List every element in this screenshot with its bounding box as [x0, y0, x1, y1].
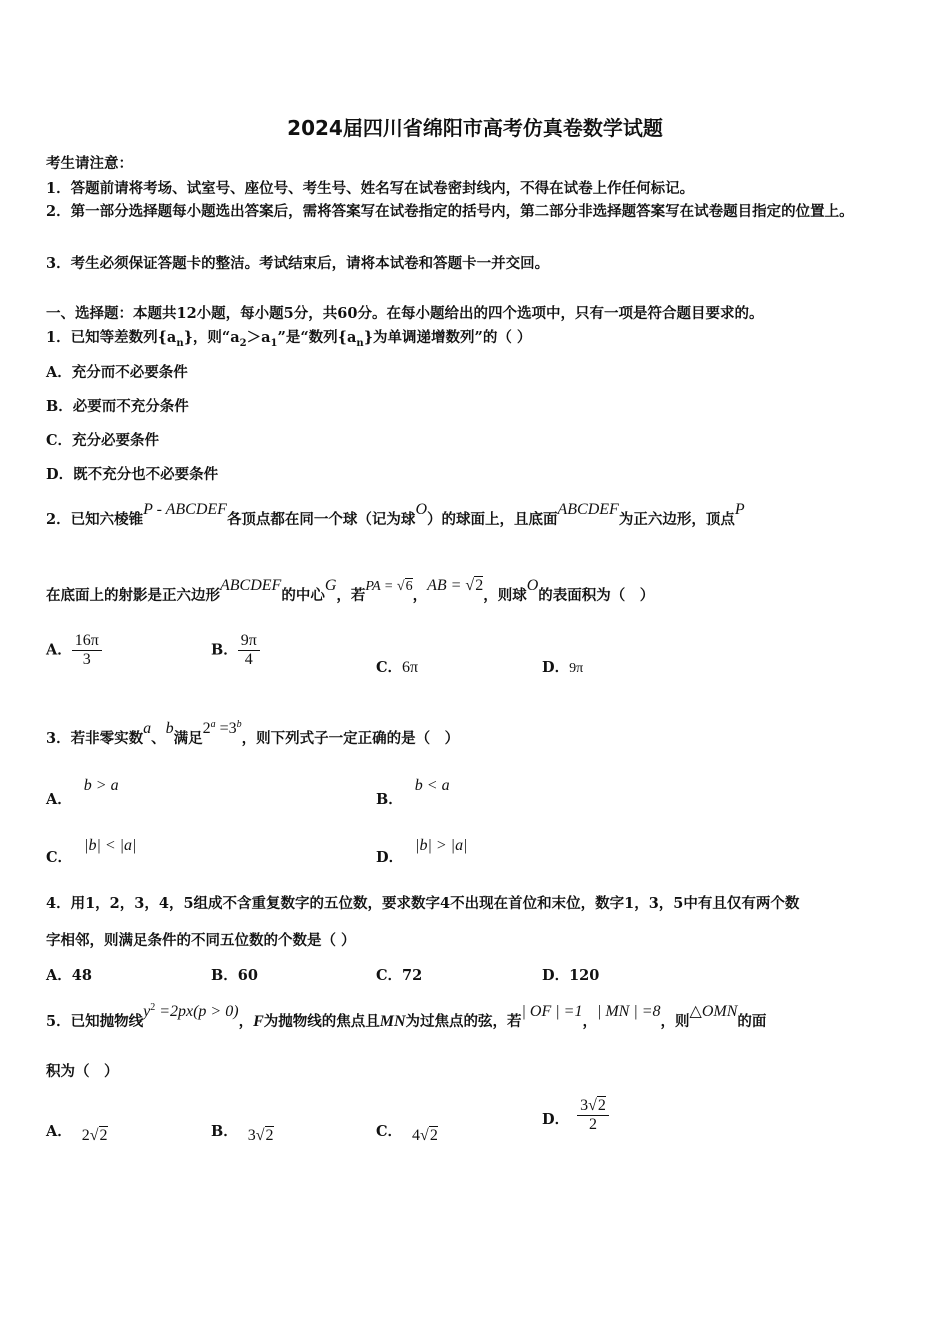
question-5-stem-line-1: 5．已知抛物线$y^2 =2px(p > 0)$，F为抛物线的焦点且MN为过焦点的弦，若| OF | =1，| MN | =8，则△OMN的面: [46, 1002, 767, 1030]
question-3-option-b: B．b < a: [376, 777, 450, 808]
question-4-option-c: C．72: [376, 967, 423, 984]
question-2-option-c: C．6π: [376, 659, 419, 676]
question-4-option-a: A．48: [46, 967, 92, 984]
notice-item-1: 1．答题前请将考场、试室号、座位号、考生号、姓名写在试卷密封线内，不得在试卷上作任何标记。: [46, 180, 695, 197]
question-1-option-a: A．充分而不必要条件: [46, 364, 188, 381]
section-heading: 一、选择题：本题共12小题，每小题5分，共60分。在每小题给出的四个选项中，只有一项是符合题目要求的。: [46, 305, 764, 322]
question-5-option-d: D． $\frac{3√2}{2}$: [542, 1097, 609, 1134]
question-4-option-d: D．120: [542, 967, 600, 984]
question-2-option-a: A． $\frac{16\pi}{3}$: [46, 632, 102, 669]
question-4-stem-line-2: 字相邻，则满足条件的不同五位数的个数是（ ）: [46, 932, 356, 949]
question-2-option-d: D．9π: [542, 659, 584, 676]
question-5-option-a: A． 2√2: [46, 1123, 108, 1144]
question-1-option-c: C．充分必要条件: [46, 432, 160, 449]
notice-item-2: 2．第一部分选择题每小题选出答案后，需将答案写在试卷指定的括号内，第二部分非选择题答案写在试卷题目指定的位置上。: [46, 203, 854, 220]
question-5-option-c: C． 4√2: [376, 1123, 438, 1144]
question-5-option-b: B． 3√2: [211, 1123, 274, 1144]
question-2-stem-line-1: 2．已知六棱锥P - ABCDEF各顶点都在同一个球（记为球O）的球面上，且底面ABCDEF为正六边形，顶点P: [46, 501, 745, 528]
notice-heading: 考生请注意：: [46, 155, 133, 172]
question-3-stem: 3．若非零实数a、b满足$2^a =3^b$，则下列式子一定正确的是（ ）: [46, 719, 460, 747]
question-5-stem-line-2: 积为（ ）: [46, 1063, 119, 1080]
question-1-option-b: B．必要而不充分条件: [46, 398, 189, 415]
question-2-option-b: B． $\frac{9\pi}{4}$: [211, 632, 260, 669]
question-3-option-a: A．b > a: [46, 777, 119, 808]
question-2-stem-line-2: 在底面上的射影是正六边形ABCDEF的中心G，若PA = √6，AB = √2，则球O的表面积为（ ）: [46, 577, 655, 604]
question-3-option-d: D．|b| > |a|: [376, 837, 468, 866]
question-1-stem: 1．已知等差数列$\{a_n\}$，则“$a_2>a_1$”是“数列$\{a_n\}$为单调递增数列”的（ ）: [46, 329, 532, 349]
question-3-option-c: C．|b| < |a|: [46, 837, 137, 866]
question-4-stem-line-1: 4．用1，2，3，4，5组成不含重复数字的五位数，要求数字4不出现在首位和末位，数字1，3，5中有且仅有两个数: [46, 895, 800, 912]
question-1-option-d: D．既不充分也不必要条件: [46, 466, 219, 483]
notice-item-3: 3．考生必须保证答题卡的整洁。考试结束后，请将本试卷和答题卡一并交回。: [46, 255, 550, 272]
page-title: 2024届四川省绵阳市高考仿真卷数学试题: [287, 116, 663, 140]
question-4-option-b: B．60: [211, 967, 258, 984]
